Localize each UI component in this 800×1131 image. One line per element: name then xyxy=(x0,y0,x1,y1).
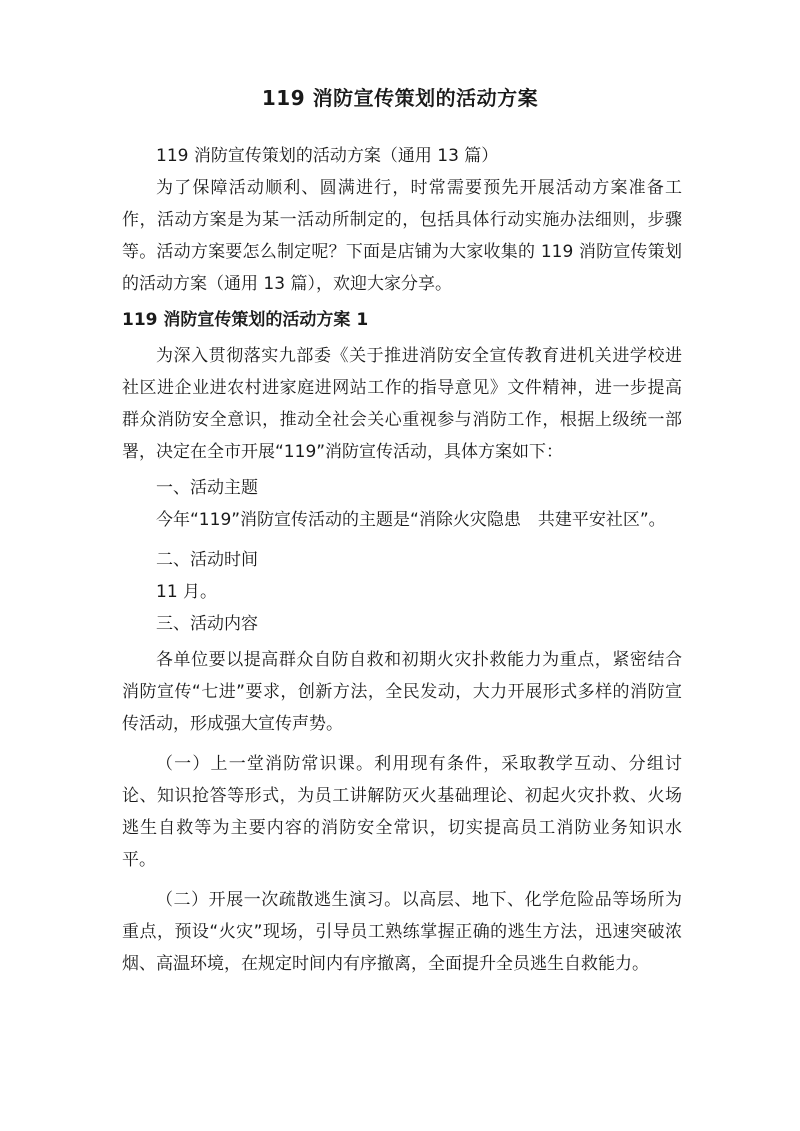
subtitle-paragraph: 119 消防宣传策划的活动方案（通用 13 篇） xyxy=(156,146,499,166)
list-item: （一）上一堂消防常识课。利用现有条件，采取教学互动、分组讨论、知识抢答等形式，为员工讲解防灭火基础理论、初起火灾扑救、火场逃生自救等为主要内容的消防安全常识，切实提高员工消防业务知识水平。 xyxy=(122,754,682,870)
document-body xyxy=(122,140,682,984)
intro-paragraph: 为了保障活动顺利、圆满进行，时常需要预先开展活动方案准备工作，活动方案是为某一活动所制定的，包括具体行动实施办法细则，步骤等。活动方案要怎么制定呢？下面是店铺为大家收集的 119 消防宣传策划的活动方案（通用 13 篇），欢迎大家分享。 xyxy=(122,178,682,294)
list-item: （二）开展一次疏散逃生演习。以高层、地下、化学危险品等场所为重点，预设“火灾”现场，引导员工熟练掌握正确的逃生方法，迅速突破浓烟、高温环境，在规定时间内有序撤离，全面提升全员逃生自救能力。 xyxy=(122,890,682,974)
theme-heading: 一、活动主题 xyxy=(156,478,258,498)
content-intro-paragraph: 各单位要以提高群众自防自救和初期火灾扑救能力为重点，紧密结合消防宣传“七进”要求，创新方法，全民发动，大力开展形式多样的消防宣传活动，形成强大宣传声势。 xyxy=(122,650,682,734)
section-heading: 119 消防宣传策划的活动方案 1 xyxy=(122,310,369,330)
section-intro-paragraph: 为深入贯彻落实九部委《关于推进消防安全宣传教育进机关进学校进社区进企业进农村进家庭进网站工作的指导意见》文件精神，进一步提高群众消防安全意识，推动全社会关心重视参与消防工作，根据上级统一部署，决定在全市开展“119”消防宣传活动，具体方案如下： xyxy=(122,346,682,462)
document-title: 119 消防宣传策划的活动方案 xyxy=(261,86,539,110)
time-heading: 二、活动时间 xyxy=(156,550,258,570)
time-paragraph: 11 月。 xyxy=(156,582,218,602)
content-heading: 三、活动内容 xyxy=(156,614,258,634)
theme-paragraph: 今年“119”消防宣传活动的主题是“消除火灾隐患 共建平安社区”。 xyxy=(156,510,666,530)
